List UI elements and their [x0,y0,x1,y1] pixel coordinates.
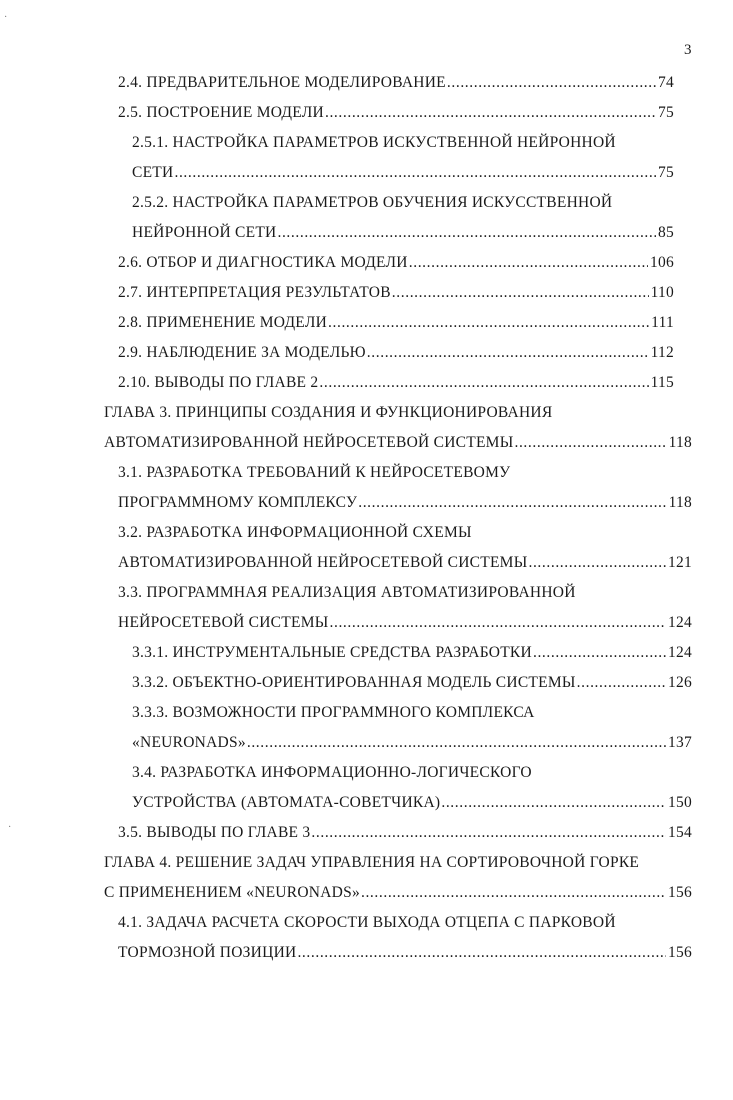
toc-entry-2-10 [118,374,674,392]
toc-entry-3-3-cont [118,614,692,632]
toc-entry-title: ТОРМОЗНОЙ ПОЗИЦИИ [118,944,297,961]
toc-chapter-3 [104,404,552,422]
toc-entry-page: 75 [658,164,674,181]
toc-entry-3-1 [118,464,510,482]
toc-entry-title: 2.5. ПОСТРОЕНИЕ МОДЕЛИ [118,104,324,121]
toc-entry-page: 124 [668,614,692,631]
toc-entry-3-1-cont [118,494,692,512]
toc-entry-title: ГЛАВА 4. РЕШЕНИЕ ЗАДАЧ УПРАВЛЕНИЯ НА СОРТИРОВОЧНОЙ ГОРКЕ [104,854,640,871]
toc-entry-title: АВТОМАТИЗИРОВАННОЙ НЕЙРОСЕТЕВОЙ СИСТЕМЫ [118,554,528,571]
scan-speck: · [4,12,8,23]
toc-entry-title: 3.3.1. ИНСТРУМЕНТАЛЬНЫЕ СРЕДСТВА РАЗРАБОТКИ [132,644,532,661]
toc-entry-3-5 [118,824,692,842]
toc-entry-title: НЕЙРОСЕТЕВОЙ СИСТЕМЫ [118,614,329,631]
dot-leader [311,824,666,842]
toc-entry-page: 154 [668,824,692,841]
toc-entry-title: 2.10. ВЫВОДЫ ПО ГЛАВЕ 2 [118,374,319,391]
toc-entry-title: УСТРОЙСТВА (АВТОМАТА-СОВЕТЧИКА) [132,794,441,811]
toc-entry-page: 115 [650,374,674,391]
toc-entry-title: 3.5. ВЫВОДЫ ПО ГЛАВЕ 3 [118,824,311,841]
toc-entry-title: АВТОМАТИЗИРОВАННОЙ НЕЙРОСЕТЕВОЙ СИСТЕМЫ [104,434,514,451]
toc-entry-title: ГЛАВА 3. ПРИНЦИПЫ СОЗДАНИЯ И ФУНКЦИОНИРОВАНИЯ [104,404,553,421]
toc-entry-page: 126 [668,674,692,691]
dot-leader [328,314,649,332]
dot-leader [361,884,666,902]
dot-leader [447,74,656,92]
toc-entry-title: СЕТИ [132,164,174,181]
toc-entry-title: 2.7. ИНТЕРПРЕТАЦИЯ РЕЗУЛЬТАТОВ [118,284,391,301]
dot-leader [277,224,656,242]
toc-entry-title: 3.1. РАЗРАБОТКА ТРЕБОВАНИЙ К НЕЙРОСЕТЕВОМУ [118,464,511,481]
toc-entry-title: 2.6. ОТБОР И ДИАГНОСТИКА МОДЕЛИ [118,254,408,271]
toc-entry-page: 112 [650,344,674,361]
toc-entry-page: 110 [650,284,674,301]
toc-entry-page: 118 [668,494,692,511]
toc-entry-page: 106 [650,254,674,271]
toc-entry-3-3-3-cont [132,734,692,752]
toc-entry-2-7 [118,284,674,302]
toc-entry-3-3-1 [132,644,692,662]
toc-entry-3-4-cont [132,794,692,812]
dot-leader [174,164,656,182]
toc-entry-title: 2.8. ПРИМЕНЕНИЕ МОДЕЛИ [118,314,328,331]
toc-entry-page: 111 [651,314,674,331]
toc-entry-title: С ПРИМЕНЕНИЕМ «NEURONADS» [104,884,360,901]
toc-entry-2-4 [118,74,674,92]
toc-entry-4-1 [118,914,616,932]
dot-leader [247,734,666,752]
toc-entry-page: 74 [658,74,674,91]
toc-entry-2-6 [118,254,674,272]
toc-entry-2-5-2-cont [132,224,674,242]
toc-entry-page: 121 [668,554,692,571]
toc-entry-4-1-cont [118,944,692,962]
dot-leader [514,434,666,452]
toc-entry-page: 150 [668,794,692,811]
toc-entry-2-5-1 [132,134,616,152]
toc-entry-title: 2.5.1. НАСТРОЙКА ПАРАМЕТРОВ ИСКУСТВЕННОЙ НЕЙРОННОЙ [132,134,616,151]
toc-entry-title: 2.4. ПРЕДВАРИТЕЛЬНОЕ МОДЕЛИРОВАНИЕ [118,74,446,91]
toc-entry-title: 3.3.2. ОБЪЕКТНО-ОРИЕНТИРОВАННАЯ МОДЕЛЬ СИСТЕМЫ [132,674,576,691]
dot-leader [325,104,656,122]
toc-entry-page: 75 [658,104,674,121]
toc-entry-3-2-cont [118,554,692,572]
toc-entry-2-5-1-cont [132,164,674,182]
toc-entry-title: 4.1. ЗАДАЧА РАСЧЕТА СКОРОСТИ ВЫХОДА ОТЦЕПА С ПАРКОВОЙ [118,914,616,931]
dot-leader [297,944,666,962]
toc-chapter-4-cont [104,884,692,902]
toc-entry-3-4 [132,764,532,782]
dot-leader [533,644,666,662]
toc-entry-2-5-2 [132,194,612,212]
toc-entry-title: 3.3.3. ВОЗМОЖНОСТИ ПРОГРАММНОГО КОМПЛЕКСА [132,704,535,721]
dot-leader [330,614,667,632]
toc-entry-page: 137 [668,734,692,751]
dot-leader [392,284,649,302]
toc-entry-page: 156 [668,944,692,961]
dot-leader [441,794,666,812]
dot-leader [358,494,666,512]
dot-leader [577,674,666,692]
toc-chapter-4 [104,854,639,872]
toc-entry-3-3-2 [132,674,692,692]
toc-entry-title: «NEURONADS» [132,734,246,751]
toc-entry-2-9 [118,344,674,362]
toc-entry-3-3-3 [132,704,535,722]
toc-entry-title: ПРОГРАММНОМУ КОМПЛЕКСУ [118,494,358,511]
toc-entry-page: 85 [658,224,674,241]
toc-entry-page: 118 [668,434,692,451]
dot-leader [319,374,648,392]
toc-entry-3-3 [118,584,576,602]
dot-leader [409,254,648,272]
dot-leader [367,344,649,362]
toc-entry-page: 124 [668,644,692,661]
toc-entry-title: 2.5.2. НАСТРОЙКА ПАРАМЕТРОВ ОБУЧЕНИЯ ИСКУССТВЕННОЙ [132,194,613,211]
toc-entry-title: НЕЙРОННОЙ СЕТИ [132,224,277,241]
toc-chapter-3-cont [104,434,692,452]
toc-entry-title: 3.4. РАЗРАБОТКА ИНФОРМАЦИОННО-ЛОГИЧЕСКОГО [132,764,532,781]
toc-entry-title: 2.9. НАБЛЮДЕНИЕ ЗА МОДЕЛЬЮ [118,344,366,361]
toc-entry-2-5 [118,104,674,122]
toc-entry-title: 3.3. ПРОГРАММНАЯ РЕАЛИЗАЦИЯ АВТОМАТИЗИРОВАННОЙ [118,584,576,601]
toc-entry-title: 3.2. РАЗРАБОТКА ИНФОРМАЦИОННОЙ СХЕМЫ [118,524,472,541]
dot-leader [528,554,666,572]
scan-speck: · [8,822,12,833]
toc-entry-3-2 [118,524,472,542]
page-number: 3 [684,42,692,58]
toc-entry-page: 156 [668,884,692,901]
toc-entry-2-8 [118,314,674,332]
